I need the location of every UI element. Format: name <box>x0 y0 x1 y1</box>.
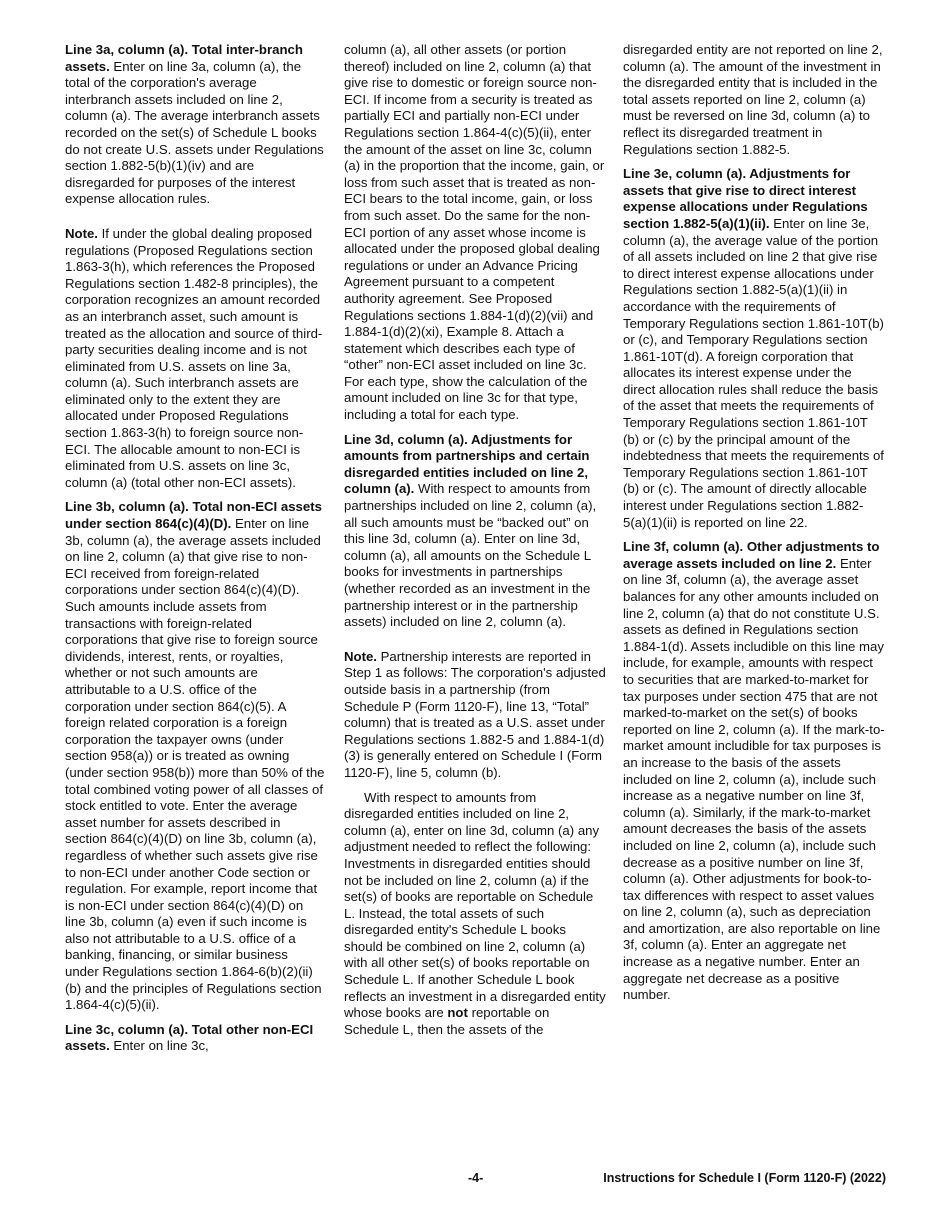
paragraph-line-3d <box>344 432 606 631</box>
body-line-3d: With respect to amounts from partnerships included on line 2, column (a), all such amounts must be “backed out” on this line 3d, column (a). Enter on line 3d, column (a), all amounts on the Schedule L books for investments in partnerships (whether recorded as an investment in the partnership interest or in the partnership assets) included on line 2, column (a). <box>344 481 597 630</box>
body-line-3c-continued: column (a), all other assets (or portion thereof) included on line 2, column (a) that give rise to domestic or foreign source non-ECI. If income from a security is treated as partially ECI and partially non-ECI under Regulations section 1.864-4(c)(5)(ii), enter the amount of the asset on line 3c, column (a) in the proportion that the income, gain, or loss from such asset that is treated as non-ECI bears to the total income, gain, or loss from such asset. Do the same for the non-ECI portion of any asset whose income is allocated under the proposed global dealing regulations or under an Advance Pricing Agreement pursuant to a competent authority agreement. See Proposed Regulations sections 1.884-1(d)(2)(vii) and 1.884-1(d)(2)(xi), Example 8. Attach a statement which describes each type of “other” non-ECI asset included on line 3c. For each type, show the calculation of the amount included on line 3c for that type, including a total for each type. <box>344 42 605 423</box>
document-title: Instructions for Schedule I (Form 1120-F) (2022) <box>603 1171 886 1185</box>
heading-line-3d: Line 3d, column (a). Adjustments for amounts from partnerships and certain disregarded entities included on line 2, column (a). <box>344 431 590 497</box>
column-1 <box>65 42 325 1063</box>
heading-line-3b: Line 3b, column (a). Total non-ECI assets under section 864(c)(4)(D). <box>65 499 322 532</box>
body-line-3f: Enter on line 3f, column (a), the average asset balances for any other amounts included on line 2, column (a) that do not constitute U.S. assets as defined in Regulations section 1.884-1(d). Assets includible on this line may include, for example, amounts with respect to securities that are marked-to-market for tax purposes under section 475 that are not marked-to-market on the set(s) of books reported on line 2, column (a). If the mark-to-market amount includible for tax purposes is an increase to the basis of the assets included on line 2, column (a), include such increase as a negative number on line 3f, column (a). Similarly, if the mark-to-market amount decreases the basis of the assets included on line 2, column (a), include such decrease as a positive number on line 3f, column (a). Other adjustments for book-to-tax differences with respect to asset values on line 2, column (a), such as depreciation and amortization, are also reportable on line 3f, column (a). Enter an aggregate net increase as a negative number. Enter an aggregate net decrease as a positive number. <box>623 555 885 1003</box>
paragraph-line-3b <box>65 499 325 1013</box>
column-2 <box>344 42 606 1046</box>
paragraph-disregarded-continued <box>623 42 886 158</box>
emphasis-not: not <box>447 1005 468 1021</box>
paragraph-note-global-dealing <box>65 226 325 492</box>
body-note-global-dealing: If under the global dealing proposed regulations (Proposed Regulations section 1.863-3(h), which references the Proposed Regulations section 1.482-8 principles), the corporation recognizes an amount recorded as an interbranch asset, such amount is treated as the allocation and source of third-party securities dealing income and is not eliminated from U.S. assets on line 3a, column (a). Such interbranch assets are eliminated only to the extent they are allocated under Proposed Regulations section 1.863-3(h) to foreign source non-ECI. The allocable amount to non-ECI is eliminated from U.S. assets on line 3c, column (a) (total other non-ECI assets). <box>65 225 323 490</box>
paragraph-line-3a <box>65 42 325 208</box>
body-line-3e: Enter on line 3e, column (a), the average value of the portion of all assets included on line 2 that give rise to direct interest expense allocations under Regulations section 1.882-5(a)(1)(ii) in accordance with the requirements of Temporary Regulations section 1.861-10T(b) or (c), and Temporary Regulations section 1.861-10T(d). A foreign corporation that allocates its interest expense under the direct allocation rules shall reduce the basis of the asset that meets the requirements of Temporary Regulations section 1.861-10T (b) or (c) by the principal amount of the indebtedness that meets the requirements of Temporary Regulations section 1.861-10T (b) or (c). The amount of directly allocable interest under Regulations section 1.882-5(a)(1)(ii) is reported on line 22. <box>623 215 884 530</box>
page-number: -4- <box>468 1171 484 1185</box>
heading-line-3a: Line 3a, column (a). Total inter-branch assets. <box>65 42 303 74</box>
heading-line-3c: Line 3c, column (a). Total other non-ECI assets. <box>65 1021 314 1054</box>
paragraph-disregarded-entities <box>344 790 606 1039</box>
body-line-3a: Enter on line 3a, column (a), the total of the corporation's average interbranch assets included on line 2, column (a). The average interbranch assets recorded on the set(s) of Schedule L books do not create U.S. assets under Regulations section 1.882-5(b)(1)(iv) and are disregarded for purposes of the interest expense allocation rules. <box>65 58 324 207</box>
note-label: Note. <box>344 648 377 664</box>
heading-line-3e: Line 3e, column (a). Adjustments for assets that give rise to direct interest expense allocations under Regulations section 1.882-5(a)(1)(ii). <box>623 166 868 231</box>
paragraph-line-3e <box>623 166 886 531</box>
body-note-partnership: Partnership interests are reported in Step 1 as follows: The corporation's adjusted outside basis in a partnership (from Schedule P (Form 1120-F), line 13, “Total” column) that is treated as a U.S. asset under Regulations sections 1.882-5 and 1.884-1(d)(3) is generally entered on Schedule I (Form 1120-F), line 5, column (b). <box>344 648 606 780</box>
column-3 <box>623 42 886 1012</box>
body-line-3c-start: Enter on line 3c, <box>113 1038 209 1054</box>
body-disregarded-continued: disregarded entity are not reported on line 2, column (a). The amount of the investment in the disregarded entity that is included in the total assets reported on line 2, column (a) must be reversed on line 3d, column (a) to reflect its disregarded treatment in Regulations section 1.882-5. <box>623 42 883 157</box>
body-disregarded-b: reportable on Schedule L, then the assets of the <box>344 1005 550 1037</box>
body-line-3b: Enter on line 3b, column (a), the average assets included on line 2, column (a) that give rise to non-ECI received from foreign-related corporations under section 864(c)(4)(D). Such amounts include assets from transactions with foreign-related corporations that give rise to foreign source dividends, interest, rents, or royalties, whether or not such amounts are attributable to a U.S. office of the corporation under section 864(c)(5). A foreign related corporation is a foreign corporation the taxpayer owns (under section 958(a)) or is treated as owning (under section 958(b)) more than 50% of the total combined voting power of all classes of stock entitled to vote. Enter the average asset number for assets described in section 864(c)(4)(D) on line 3b, column (a), regardless of whether such assets give rise to non-ECI under another Code section or regulation. For example, report income that is non-ECI under section 864(c)(4)(D) on line 3b, column (a) even if such income is also not attributable to a U.S. office of a banking, financing, or similar business under Regulations section 1.864-6(b)(2)(ii)(b) and the principles of Regulations section 1.864-4(c)(5)(ii). <box>65 516 325 1013</box>
heading-line-3f: Line 3f, column (a). Other adjustments to average assets included on line 2. <box>623 539 880 571</box>
paragraph-line-3c <box>65 1022 325 1055</box>
paragraph-line-3f <box>623 539 886 1004</box>
note-label: Note. <box>65 225 98 241</box>
body-disregarded-a: With respect to amounts from disregarded entities included on line 2, column (a), enter on line 3d, column (a) any adjustment needed to reflect the following: Investments in disregarded entities should not be included on line 2, column (a) if the set(s) of books are reportable on Schedule L. Instead, the total assets of such disregarded entity's Schedule L books should be combined on line 2, column (a) with all other set(s) of books reportable on Schedule L. If another Schedule L book reflects an investment in a disregarded entity whose books are <box>344 789 606 1021</box>
paragraph-line-3c-continued <box>344 42 606 424</box>
paragraph-note-partnership <box>344 649 606 782</box>
